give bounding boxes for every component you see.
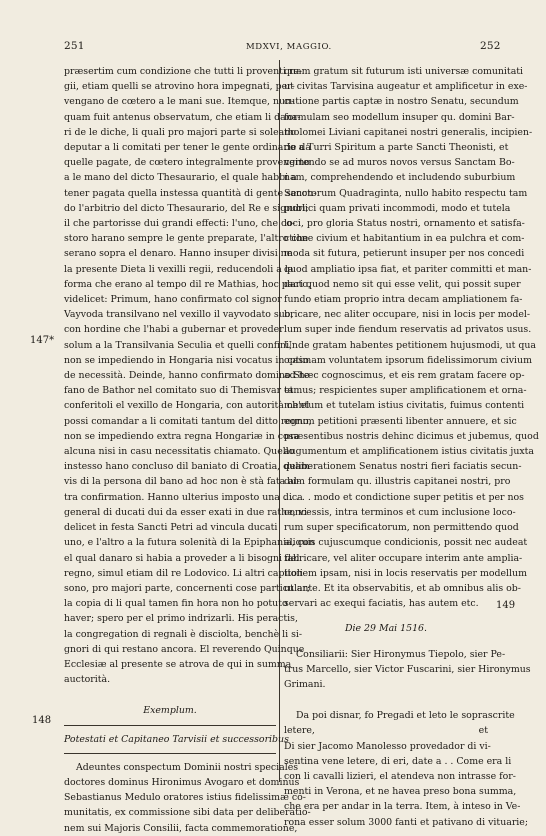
potestati-heading: Potestati et Capitaneo Tarvisii et successoribus [64, 733, 289, 745]
text-line: el qual danaro si habia a proveder a li bisogni del [64, 552, 300, 564]
text-line: non se impediendo in Hongaria nisi vocatus in caso [64, 354, 309, 366]
text-line: che era per andar in la terra. Item, à inteso in Ve- [284, 801, 521, 813]
text-line: concessis, intra terminos et cum inclusione loco- [284, 506, 516, 518]
text-line: rona esser solum 3000 fanti et pativano di vituarie; [284, 816, 529, 828]
text-line: servari ac exequi faciatis, has autem etc. [284, 598, 479, 610]
text-line: doctores dominus Hironimus Avogaro et dominus [64, 776, 300, 788]
text-line: non se impediendo extra regna Hongariæ in cosa [64, 430, 300, 442]
text-line: Ecclesiæ al presente se atrova de qui in summa [64, 658, 292, 670]
text-line: serano sopra el denaro. Hanno insuper divisi ne [64, 248, 293, 260]
text-line: eorum petitioni præsenti libenter annuere, et sic [284, 415, 517, 427]
text-line: publici quam privati incommodi, modo et tutela [284, 202, 511, 214]
text-line: de necessità. Deinde, hanno confirmato domino Ste- [64, 370, 313, 382]
text-line: menti in Verona, et ne havea preso bona summa, [284, 786, 517, 798]
text-line: formulam seo modellum insuper qu. domini Bar- [284, 111, 515, 123]
text-line: alcuna nisi in casu necessitatis chiamato. Quello [64, 446, 295, 458]
text-line: deputar a li comitati per tener le gente ordinarie da [64, 142, 311, 154]
text-line: deliberationem Senatus nostri fieri faciatis secun- [284, 461, 522, 473]
text-line: Da poi disnar, fo Pregadi et leto le soprascrite [296, 710, 515, 722]
consiliarii-block [284, 647, 531, 693]
text-line: la presente Dieta li vexilli regii, reducendoli a la [64, 263, 294, 275]
exemplum-heading: Exemplum. [143, 705, 197, 717]
text-line: videlicet: Primum, hano confirmato col signor [64, 294, 282, 306]
text-line: sentina vene letere, di eri, date a . . Come era li [284, 755, 512, 767]
text-line: do a Turri Spiritum a parte Sancti Theonisti, et [284, 142, 509, 154]
text-line: regno, simul etiam dil re Lodovico. Li altri capitoli [64, 567, 303, 579]
text-line: fundo etiam proprio intra decam ampliationem fa- [284, 294, 523, 306]
text-line: nem sui Majoris Consilii, facta commemoratione, [64, 822, 298, 834]
text-line: ut civitas Tarvisina augeatur et amplificetur in exe- [284, 81, 528, 93]
text-line: fabricare, vel aliter occupare interim ante amplia- [284, 552, 523, 564]
left-page-number: 251 [64, 40, 85, 52]
text-line: munitatis, ex commissione sibi data per deliberatio- [64, 807, 311, 819]
text-line: auctorità. [64, 674, 111, 686]
text-line: ad hæc cognoscimus, et eis rem gratam facere op- [284, 370, 525, 382]
text-line: mentum et tutelam istius civitatis, fuimus contenti [284, 400, 525, 412]
text-line: tener pagata quella instessa quantità di gente secon- [64, 187, 317, 199]
text-line: aliquis cujuscumque condicionis, possit nec audeat [284, 537, 528, 549]
text-line: conferitoli el vexillo de Hongaria, con autorità ch'el [64, 400, 310, 412]
text-line: tra confirmation. Hanno ulterius imposto una dica [64, 491, 303, 503]
text-line: do l'arbitrio del dicto Thesaurario, del Re e signori; [64, 202, 309, 214]
left-paragraph-2 [64, 760, 311, 836]
heading-rule [64, 753, 276, 754]
text-line: fano de Bathor nel comitato suo di Themisvar et [64, 385, 294, 397]
text-line: Sanctorum Quadraginta, nullo habito respectu tam [284, 187, 528, 199]
text-line: Adeuntes conspectum Dominii nostri speciales [76, 761, 299, 773]
text-line: Vayvoda transilvano nel vexillo il vayvodato suo, [64, 309, 294, 321]
text-line: moda sit futura, petierunt insuper per nos concedi [284, 248, 525, 260]
text-line: sono, pro majori parte, concernenti cose particular; [64, 582, 311, 594]
text-line: la copia di li qual tamen fin hora non ho potuto [64, 598, 288, 610]
text-line: Grimani. [284, 678, 326, 690]
text-line: præsentibus nostris dehinc dicimus et jubemus, quod [284, 430, 539, 442]
text-line: vengano de cœtero a le mani sue. Itemque, nun- [64, 96, 295, 108]
text-line: vis di la persona dil bano ad hoc non è stà fata al- [64, 476, 300, 488]
margin-number: 148 [32, 715, 52, 726]
text-line: la congregation di regnali è disciolta, benchè li si- [64, 628, 303, 640]
heading-rule [64, 725, 276, 726]
text-line: Consiliarii: Sier Hironymus Tiepolo, sier Pe- [296, 648, 506, 660]
date-heading: Die 29 Mai 1516. [345, 623, 427, 635]
text-line: vertendo se ad muros novos versus Sanctam Bo- [284, 157, 515, 169]
text-line: con li cavalli lizieri, el atendeva non intrasse for- [284, 770, 516, 782]
text-line: quod ampliatio ipsa fiat, et pariter committi et man- [284, 263, 532, 275]
text-line: præsertim cum condizione che tutti li proventi re- [64, 66, 303, 77]
text-line: cutione partis captæ in nostro Senatu, secundum [284, 96, 519, 108]
text-line: tionem ipsam, nisi in locis reservatis per modellum [284, 567, 527, 579]
text-line: quam gratum sit futurum isti universæ comunitati [284, 66, 524, 77]
text-line: . . . . . modo et condictione super petitis et per nos [284, 491, 524, 503]
text-line: haver; spero per el primo indrizarli. His peractis, [64, 613, 298, 625]
text-line: Unde gratam habentes petitionem hujusmodi, ut qua [284, 339, 537, 351]
right-paragraph-2 [284, 708, 529, 830]
text-line: storo harano sempre le gente preparate, l'altro che [64, 233, 309, 245]
right-page-number: 252 [480, 40, 501, 52]
text-line: rum super specificatorum, non permittendo quod [284, 522, 519, 534]
text-line: ri de le diche, li quali pro majori parte si soleano [64, 126, 296, 138]
text-line: ut ante. Et ita observabitis, et ab omnibus alis ob- [284, 582, 521, 594]
text-line: Sebastianus Medulo oratores istius fidelissimæ co- [64, 792, 306, 804]
text-line: general di ducati dui da esser exati in due rathe, vi- [64, 506, 311, 518]
text-line: dari quod nemo sit qui esse velit, qui possit super [284, 278, 521, 290]
text-line: bricare, nec aliter occupare, nisi in locis per model- [284, 309, 531, 321]
text-line: quam fuit antenus observatum, che etiam li dana- [64, 111, 301, 123]
margin-number: 149 [496, 600, 516, 611]
text-line: gnori di qui restano ancora. El reverendo Quinque [64, 643, 305, 655]
text-line: optimam voluntatem ipsorum fidelissimorum civium [284, 354, 532, 366]
text-line: gii, etiam quelli se atrovino hora impegnati, per- [64, 81, 295, 93]
text-line: letere, et [284, 725, 488, 737]
text-line: delicet in festa Sancti Petri ad vincula ducati [64, 522, 278, 534]
text-line: tholomei Liviani capitanei nostri generalis, incipien- [284, 126, 533, 138]
text-line: nam, comprehendendo et includendo suburbium [284, 172, 516, 184]
text-line: augumentum et amplificationem istius civitatis juxta [284, 446, 534, 458]
margin-number: 147* [30, 335, 55, 346]
text-line: ctione civium et habitantium in ea pulchra et com- [284, 233, 525, 245]
text-line: a le mano del dicto Thesaurario, el quale habbi a [64, 172, 297, 184]
text-line: tamus; respicientes super amplificationem et orna- [284, 385, 527, 397]
text-line: con hordine che l'habi a gubernar et proveder [64, 324, 284, 336]
text-line: quelle pagate, de cœtero integralmente provengino [64, 157, 310, 169]
text-line: trus Marcello, sier Victor Fuscarini, sier Hironymus [284, 663, 531, 675]
text-line: forma che erano al tempo dil re Mathias, hoc pacto, [64, 278, 312, 290]
text-line: Di sier Jacomo Manolesso provedador di vi- [284, 740, 491, 752]
text-line: dum formulam qu. illustris capitanei nostri, pro [284, 476, 511, 488]
running-title: MDXVI, MAGGIO. [246, 42, 332, 52]
text-line: loci, pro gloria Status nostri, ornamento et satisfa- [284, 218, 525, 230]
text-line: lum super inde fiendum reservatis ad privatos usus. [284, 324, 532, 336]
text-line: instesso hano concluso dil baniato di Croatia, quam- [64, 461, 313, 473]
text-line: uno, e l'altro a la futura solenità di la Epiphania, con [64, 537, 315, 549]
text-line: il che partorisse dui grandi effecti: l'uno, che co- [64, 218, 296, 230]
text-line: solum a la Transilvania Seculia et quelli confini, [64, 339, 293, 351]
text-line: possi comandar a li comitati tantum del ditto regno, [64, 415, 312, 427]
